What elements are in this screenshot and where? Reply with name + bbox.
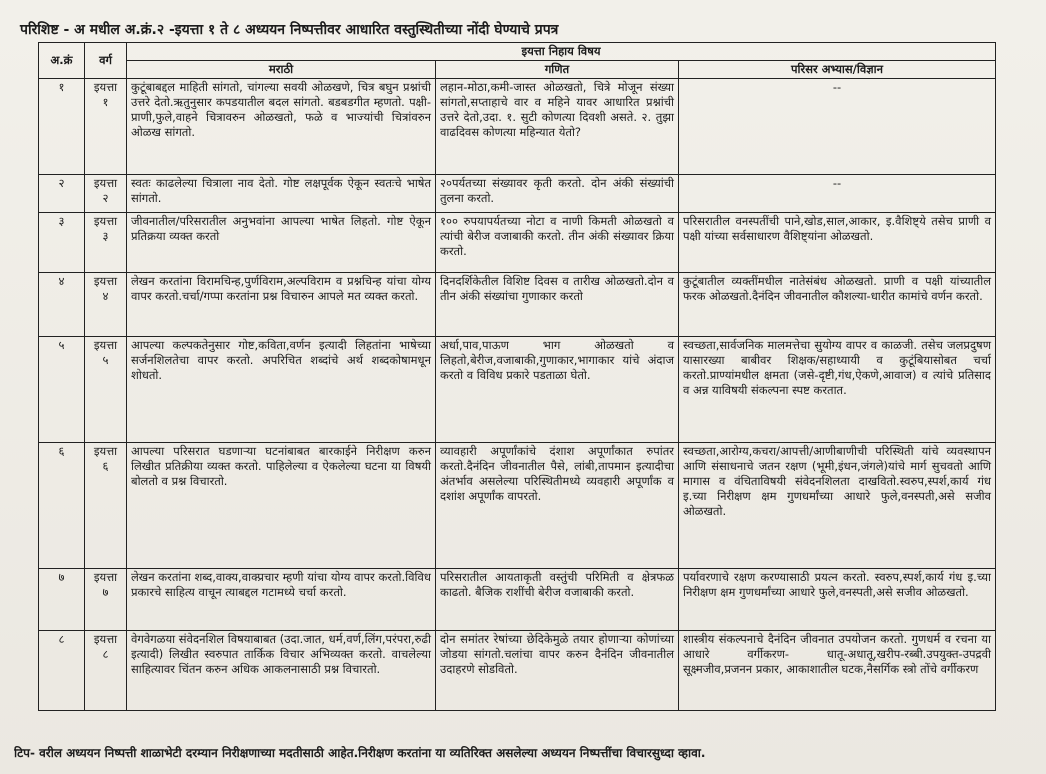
cell-marathi: लेखन करतांना विरामचिन्ह,पुर्णविराम,अल्पविराम व प्रश्नचिन्ह यांचा योग्य वापर करतो.चर्चा/गप्पा करतांना प्रश्न विचारुन आपले मत व्यक्त करतो.	[127, 273, 436, 337]
cell-evs: स्वच्छता,आरोग्य,कचरा/आपत्ती/आणीबाणीची परिस्थिती यांचे व्यवस्थापन आणि संसाधनाचे जतन रक्षण (भूमी,इंधन,जंगले)यांचे मार्ग सुचवतो आणि मागास व वंचिताविषयी संवेदनशिलता दाखवितो.स्वरुप,स्पर्श,कार्य गंध इ.च्या निरीक्षण क्षम गुणधर्मांच्या आधारे फुले,वनस्पती,असे सजीव ओळखतो.	[679, 443, 996, 569]
table-row	[39, 79, 996, 175]
class-word: इयत्ता	[93, 176, 118, 190]
cell-evs: कुटूंबातील व्यक्तींमधील नातेसंबंध ओळखतो. प्राणी व पक्षी यांच्यातील फरक ओळखतो.दैनंदिन जीवनातील कौशल्या-धारीत कामांचे वर्णन करतो.	[679, 273, 996, 337]
row-sr: ५	[39, 337, 85, 443]
cell-marathi: लेखन करतांना शब्द,वाक्य,वाक्प्रचार म्हणी यांचा योग्य वापर करतो.विविध प्रकारचे साहित्य वाचून त्याबद्दल गटामध्ये चर्चा करतो.	[127, 569, 436, 631]
class-word: इयत्ता	[93, 80, 118, 94]
class-word: इयत्ता	[93, 444, 118, 458]
header-marathi: मराठी	[127, 61, 436, 79]
row-class	[85, 337, 127, 443]
table-row	[39, 273, 996, 337]
row-sr: ७	[39, 569, 85, 631]
cell-math: २०पर्यतच्या संख्यावर कृती करतो. दोन अंकी संख्यांची तुलना करतो.	[436, 175, 679, 213]
class-number: ३	[102, 229, 109, 243]
row-class	[85, 569, 127, 631]
footnote: टिप- वरील अध्ययन निष्पत्ती शाळाभेटी दरम्यान निरीक्षणाच्या मदतीसाठी आहेत.निरीक्षण करतांना या व्यतिरिक्त असलेल्या अध्ययन निष्पत्तींचा विचारसुध्दा व्हावा.	[14, 746, 706, 760]
class-number: २	[102, 191, 109, 205]
learning-outcomes-table	[38, 42, 996, 711]
cell-marathi: वेगवेगळया संवेदनशिल विषयाबाबत (उदा.जात, धर्म,वर्ण,लिंग,परंपरा,रुढी इत्यादी) लिखीत स्वरुपात तार्किक विचार अभिव्यक्त करतो. वाचलेल्या साहित्यावर चिंतन करुन अधिक आकलनासाठी प्रश्न विचारतो.	[127, 631, 436, 711]
table-row	[39, 631, 996, 711]
cell-evs: --	[679, 79, 996, 175]
row-class	[85, 79, 127, 175]
row-sr: ३	[39, 213, 85, 273]
row-class	[85, 175, 127, 213]
table-row	[39, 443, 996, 569]
row-class	[85, 631, 127, 711]
row-sr: ६	[39, 443, 85, 569]
cell-evs: शास्त्रीय संकल्पनाचे दैनंदिन जीवनात उपयोजन करतो. गुणधर्म व रचना या आधारे वर्गीकरण- धातू-अधातू,खरीप-रब्बी.उपयुक्त-उपद्रवी सूक्ष्मजीव,प्रजनन प्रकार, आकाशातील घटक,नैसर्गिक स्त्रो तोंचे वर्गीकरण	[679, 631, 996, 711]
row-sr: ४	[39, 273, 85, 337]
table-row	[39, 569, 996, 631]
header-subjects-group: इयत्ता निहाय विषय	[127, 43, 996, 61]
table-row	[39, 337, 996, 443]
cell-marathi: कुटूंबाबद्दल माहिती सांगतो, चांगल्या सवयी ओळखणे, चित्र बघुन प्रश्नांची उत्तरे देतो.ऋतुनुसार कपडयातील बदल सांगतो. बडबडगीत म्हणतो. पक्षी-प्राणी,फुले,वाहने चित्रावरुन ओळखतो, फळे व भाज्यांची चित्रांवरुन ओळख सांगतो.	[127, 79, 436, 175]
cell-math: अर्धा,पाव,पाऊण भाग ओळखतो व लिहतो,बेरीज,वजाबाकी,गुणाकार,भागाकार यांचे अंदाज करतो व विविध प्रकारे पडताळा घेतो.	[436, 337, 679, 443]
cell-evs: --	[679, 175, 996, 213]
header-sr: अ.क्रं	[39, 43, 85, 79]
header-math: गणित	[436, 61, 679, 79]
cell-marathi: आपल्या परिसरात घडणाऱ्या घटनांबाबत बारकाईने निरीक्षण करुन लिखीत प्रतिक्रीया व्यक्त करतो. पाहिलेल्या व ऐकलेल्या घटना या विषयी बोलतो व प्रश्न विचारतो.	[127, 443, 436, 569]
cell-marathi: जीवनातील/परिसरातील अनुभवांना आपल्या भाषेत लिहतो. गोष्ट ऐकून प्रतिक्रया व्यक्त करतो	[127, 213, 436, 273]
table-row	[39, 175, 996, 213]
cell-marathi: आपल्या कल्पकतेनुसार गोष्ट,कविता,वर्णन इत्यादी लिहतांना भाषेच्या सर्जनशिलतेचा वापर करतो. अपरिचित शब्दांचे अर्थ शब्दकोषामधून शोधतो.	[127, 337, 436, 443]
class-number: १	[102, 95, 109, 109]
cell-math: दोन समांतर रेषांच्या छेदिकेमुळे तयार होणाऱ्या कोणांच्या जोडया सांगतो.चलांचा वापर करुन दैनंदिन जीवनातील उदाहरणे सोडवितो.	[436, 631, 679, 711]
row-class	[85, 443, 127, 569]
class-number: ७	[102, 585, 109, 599]
class-word: इयत्ता	[93, 274, 118, 288]
class-number: ५	[102, 353, 109, 367]
cell-evs: स्वच्छता,सार्वजनिक मालमत्तेचा सुयोग्य वापर व काळजी. तसेच जलप्रदुषण यासारख्या बाबीवर शिक्षक/सहाध्यायी व कुटूंबियासोबत चर्चा करतो.प्राण्यांमधील क्षमता (जसे-दृष्टी,गंध,ऐकणे,आवाज) व त्यांचे प्रतिसाद व अन्न याविषयी संकल्पना स्पष्ट करतात.	[679, 337, 996, 443]
cell-marathi: स्वतः काढलेल्या चित्राला नाव देतो. गोष्ट लक्षपूर्वक ऐकून स्वतःचे भाषेत सांगतो.	[127, 175, 436, 213]
table-row	[39, 213, 996, 273]
class-number: ४	[102, 289, 109, 303]
header-evs: परिसर अभ्यास/विज्ञान	[679, 61, 996, 79]
row-class	[85, 213, 127, 273]
cell-math: दिनदर्शिकेतील विशिष्ट दिवस व तारीख ओळखतो.दोन व तीन अंकी संख्यांचा गुणाकार करतो	[436, 273, 679, 337]
row-class	[85, 273, 127, 337]
row-sr: ८	[39, 631, 85, 711]
cell-math: लहान-मोठा,कमी-जास्त ओळखतो, चित्रे मोजून संख्या सांगतो,सप्ताहाचे वार व महिने यावर आधारित प्रश्नांची उत्तरे देतो,उदा. १. सुटी कोणत्या दिवशी असते. २. तुझा वाढदिवस कोणत्या महिन्यात येतो?	[436, 79, 679, 175]
class-number: ६	[102, 459, 109, 473]
class-word: इयत्ता	[93, 632, 118, 646]
class-word: इयत्ता	[93, 338, 118, 352]
cell-math: व्यावहारी अपूर्णांकांचे दंशाश अपूर्णांकात रुपांतर करतो.दैनंदिन जीवनातील पैसे, लांबी,तापमान इत्यादीचा अंतर्भाव असलेल्या परिस्थितीमध्ये व्यवहारी अपूर्णांक व दशांश अपूर्णांक वापरतो.	[436, 443, 679, 569]
class-word: इयत्ता	[93, 570, 118, 584]
row-sr: १	[39, 79, 85, 175]
page-title: परिशिष्ट - अ मधील अ.क्रं.२ -इयत्ता १ ते ८ अध्ययन निष्पत्तीवर आधारित वस्तुस्थितीच्या नोंदी घेण्याचे प्रपत्र	[20, 22, 559, 38]
cell-math: १०० रुपयापर्यतच्या नोटा व नाणी किमती ओळखतो व त्यांची बेरीज वजाबाकी करतो. तीन अंकी संख्यावर क्रिया करतो.	[436, 213, 679, 273]
row-sr: २	[39, 175, 85, 213]
cell-evs: पर्यावरणाचे रक्षण करण्यासाठी प्रयत्न करतो. स्वरुप,स्पर्श,कार्य गंध इ.च्या निरीक्षण क्षम गुणधर्मांच्या आधारे फुले,वनस्पती,असे सजीव ओळखतो.	[679, 569, 996, 631]
class-word: इयत्ता	[93, 214, 118, 228]
cell-math: परिसरातील आयताकृती वस्तुंची परिमिती व क्षेत्रफळ काढतो. बैजिक राशींची बेरीज वजाबाकी करतो.	[436, 569, 679, 631]
cell-evs: परिसरातील वनस्पतींची पाने,खोड,साल,आकार, इ.वैशिष्ट्ये तसेच प्राणी व पक्षी यांच्या सर्वसाधारण वैशिष्ट्यांना ओळखतो.	[679, 213, 996, 273]
class-number: ८	[102, 647, 109, 661]
header-class: वर्ग	[85, 43, 127, 79]
